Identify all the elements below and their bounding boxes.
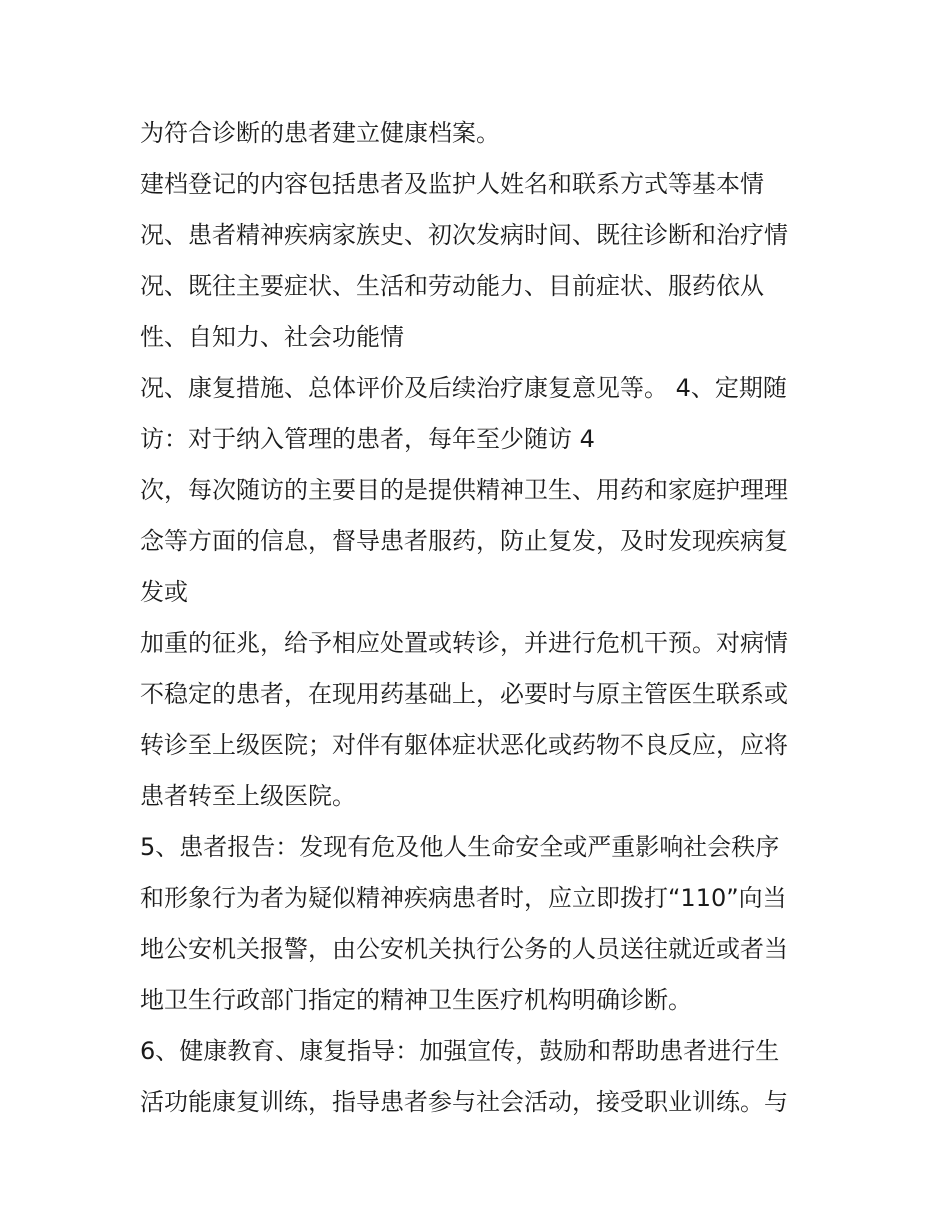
text-line: 活功能康复训练，指导患者参与社会活动，接受职业训练。与 — [140, 1088, 788, 1116]
text-line: 况、康复措施、总体评价及后续治疗康复意见等。 4、定期随 — [140, 374, 787, 402]
text-line: 地卫生行政部门指定的精神卫生医疗机构明确诊断。 — [140, 986, 692, 1014]
text-line: 6、健康教育、康复指导：加强宣传，鼓励和帮助患者进行生 — [140, 1037, 780, 1065]
text-line: 5、患者报告：发现有危及他人生命安全或严重影响社会秩序 — [140, 833, 780, 861]
text-line: 况、既往主要症状、生活和劳动能力、目前症状、服药依从 — [140, 272, 764, 300]
text-line: 患者转至上级医院。 — [140, 782, 356, 810]
text-line: 为符合诊断的患者建立健康档案。 — [140, 119, 500, 147]
text-line: 况、患者精神疾病家族史、初次发病时间、既往诊断和治疗情 — [140, 221, 788, 249]
text-line: 性、自知力、社会功能情 — [140, 323, 404, 351]
text-line: 建档登记的内容包括患者及监护人姓名和联系方式等基本情 — [140, 170, 764, 198]
text-line: 加重的征兆，给予相应处置或转诊，并进行危机干预。对病情 — [140, 629, 788, 657]
text-line: 不稳定的患者，在现用药基础上，必要时与原主管医生联系或 — [140, 680, 788, 708]
text-line: 次，每次随访的主要目的是提供精神卫生、用药和家庭护理理 — [140, 476, 788, 504]
text-line: 念等方面的信息，督导患者服药，防止复发，及时发现疾病复 — [140, 527, 788, 555]
text-line: 访：对于纳入管理的患者，每年至少随访 4 — [140, 425, 595, 453]
text-line: 和形象行为者为疑似精神疾病患者时，应立即拨打“110”向当 — [140, 884, 787, 912]
text-line: 地公安机关报警，由公安机关执行公务的人员送往就近或者当 — [140, 935, 788, 963]
document-body — [140, 108, 830, 1128]
text-line: 转诊至上级医院；对伴有躯体症状恶化或药物不良反应，应将 — [140, 731, 788, 759]
text-line: 发或 — [140, 578, 188, 606]
